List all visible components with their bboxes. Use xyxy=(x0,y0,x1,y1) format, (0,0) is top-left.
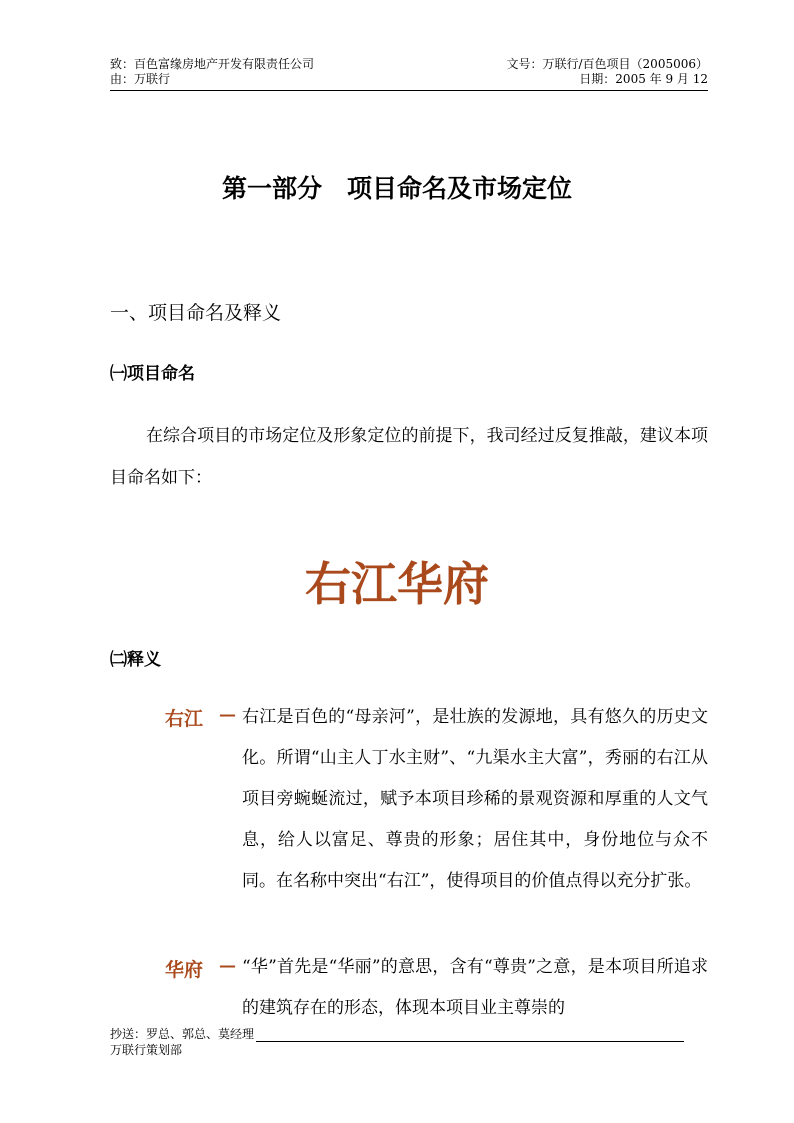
term-definition-youjiang: 右江是百色的“母亲河”，是壮族的发源地，具有悠久的历史文化。所谓“山主人丁水主财”、“九渠水主大富”，秀丽的右江从项目旁蜿蜒流过，赋予本项目珍稀的景观资源和厚重的人文气息，给人以富足、尊贵的形象；居住其中，身份地位与众不同。在名称中突出“右江”，使得项目的价值点得以充分扩张。 xyxy=(242,707,708,891)
section-title: 一、项目命名及释义 xyxy=(110,302,282,324)
term-definition-huafu: “华”首先是“华丽”的意思，含有“尊贵”之意，是本项目所追求的建筑存在的形态，体现本项目业主尊崇的 xyxy=(242,957,708,1018)
term-huafu: 华府 xyxy=(165,959,204,981)
term-dash: — xyxy=(219,705,236,725)
part-title: 第一部分 项目命名及市场定位 xyxy=(221,174,572,203)
subsection-meaning: ㈡释义 xyxy=(110,650,161,670)
footer-dept: 万联行策划部 xyxy=(110,1043,183,1057)
header-divider xyxy=(110,90,708,91)
header-doc-no: 文号：万联行/百色项目（2005006） xyxy=(506,57,708,71)
header-date: 日期：2005 年 9 月 12 xyxy=(579,72,708,86)
footer-cc: 抄送：罗总、郭总、莫经理 xyxy=(110,1027,255,1041)
intro-paragraph: 在综合项目的市场定位及形象定位的前提下，我司经过反复推敲，建议本项目命名如下： xyxy=(110,426,708,488)
header-to: 致：百色富缘房地产开发有限责任公司 xyxy=(110,57,315,71)
document-footer xyxy=(110,1026,684,1058)
term-dash: — xyxy=(219,956,236,976)
header-from: 由：万联行 xyxy=(110,72,171,86)
footer-rule xyxy=(256,1029,684,1042)
document-header xyxy=(110,57,708,87)
project-name: 右江华府 xyxy=(305,557,489,611)
term-youjiang: 右江 xyxy=(165,708,204,730)
subsection-naming: ㈠项目命名 xyxy=(110,364,195,384)
